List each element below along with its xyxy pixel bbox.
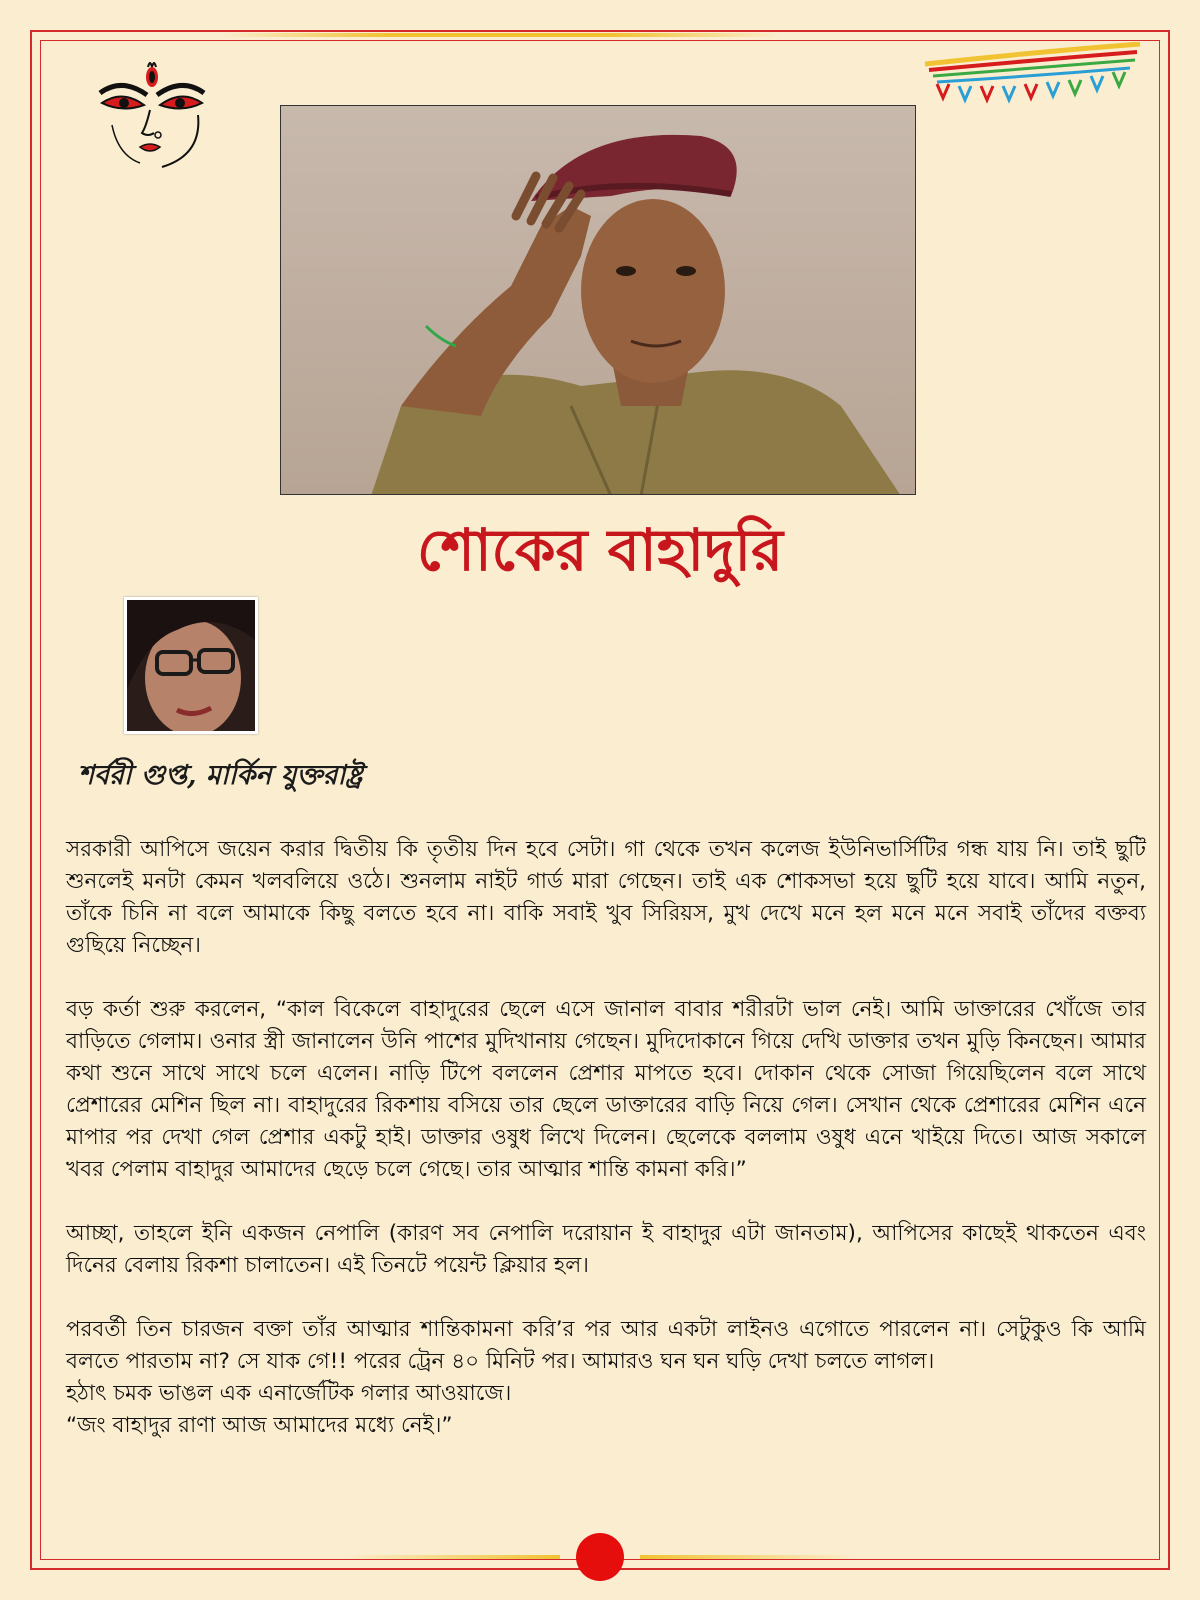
top-gold-band — [220, 33, 780, 37]
story-paragraph: বড় কর্তা শুরু করলেন, “কাল বিকেলে বাহাদুরের ছেলে এসে জানাল বাবার শরীরটা ভাল নেই। আমি ডাক্তারের খোঁজে তার বাড়িতে গেলাম। ওনার স্ত্রী জানালেন উনি পাশের মুদিখানায় গেছেন। মুদিদোকানে গিয়ে দেখি ডাক্তার তখন মুড়ি কিনছেন। আমার কথা শুনে সাথে সাথে চলে এলেন। নাড়ি টিপে বললেন প্রেশার মাপতে হবে। দোকান থেকে সোজা গিয়েছিলেন বলে সাথে প্রেশারের মেশিন ছিল না। বাহাদুরের রিকশায় বসিয়ে তার ছেলে ডাক্তারের বাড়ি নিয়ে গেল। সেখান থেকে প্রেশারের মেশিন এনে মাপার পর দেখা গেল প্রেশার একটু হাই। ডাক্তার ওষুধ লিখে দিলেন। ছেলেকে বললাম ওষুধ এনে খাইয়ে দিতে। আজ সকালে খবর পেলাম বাহাদুর আমাদের ছেড়ে চলে গেছে। তার আত্মার শান্তি কামনা করি।” — [66, 997, 1146, 1182]
story-paragraph: হঠাৎ চমক ভাঙল এক এনার্জেটিক গলার আওয়াজে। — [66, 1381, 512, 1406]
author-byline: শর্বরী গুপ্ত, মার্কিন যুক্তরাষ্ট্র — [78, 760, 363, 791]
story-title: শোকের বাহাদুরি — [416, 516, 783, 584]
saluting-man-photo — [280, 105, 916, 495]
story-paragraph: আচ্ছা, তাহলে ইনি একজন নেপালি (কারণ সব নেপালি দরোয়ান ই বাহাদুর এটা জানতাম), আপিসের কাছেই থাকতেন এবং দিনের বেলায় রিকশা চালাতেন। এই তিনটে পয়েন্ট ক্লিয়ার হল। — [66, 1221, 1146, 1278]
story-body — [66, 834, 1146, 1442]
durga-face-icon — [92, 55, 222, 170]
author-portrait — [124, 597, 258, 734]
story-paragraph: পরবর্তী তিন চারজন বক্তা তাঁর আত্মার শান্তিকামনা করি’র পর আর একটা লাইনও এগোতে পারলেন না। সেটুকুও কি আমি বলতে পারতাম না? সে যাক গে!! পরের ট্রেন ৪০ মিনিট পর। আমারও ঘন ঘন ঘড়ি দেখা চলতে লাগল। — [66, 1317, 1146, 1374]
story-paragraph: সরকারী আপিসে জয়েন করার দ্বিতীয় কি তৃতীয় দিন হবে সেটা। গা থেকে তখন কলেজ ইউনিভার্সিটির গন্ধ যায় নি। তাই ছুটি শুনলেই মনটা কেমন খলবলিয়ে ওঠে। শুনলাম নাইট গার্ড মারা গেছেন। তাই এক শোকসভা হয়ে ছুটি হয়ে যাবে। আমি নতুন, তাঁকে চিনি না বলে আমাকে কিছু বলতে হবে না। বাকি সবাই খুব সিরিয়স, মুখ দেখে মনে হল মনে মনে সবাই তাঁদের বক্তব্য গুছিয়ে নিচ্ছেন। — [66, 837, 1147, 958]
bottom-gold-line-left — [340, 1555, 560, 1559]
festive-garland-icon — [925, 42, 1150, 117]
story-paragraph: “জং বাহাদুর রাণা আজ আমাদের মধ্যে নেই।” — [66, 1413, 453, 1438]
bottom-gold-line-right — [640, 1555, 860, 1559]
bottom-red-dot — [576, 1533, 624, 1581]
